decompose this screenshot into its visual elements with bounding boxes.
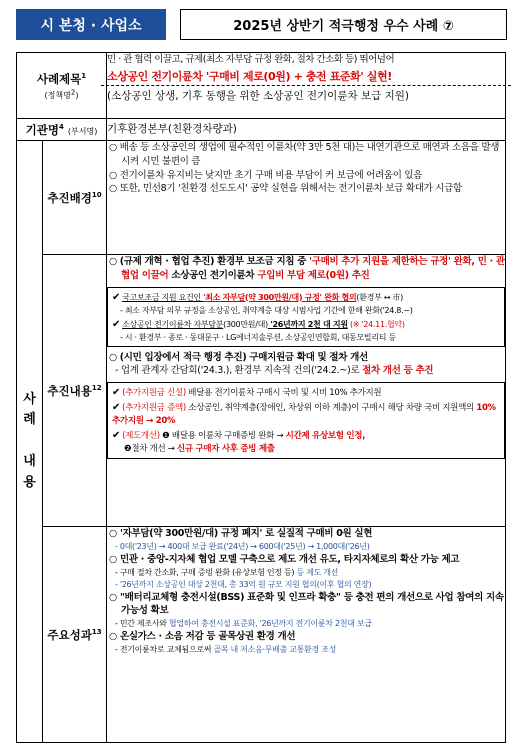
title-subtitle: (소상공인 상생, 기후 동행을 위한 소상공인 전기이륜차 보급 지원) (101, 85, 511, 104)
check-mark-icon: ✔ (112, 429, 121, 441)
check-mark-icon: ✔ (112, 402, 121, 414)
results-label: 주요성과$^{13}$ (43, 527, 107, 743)
hollow-circle-bullet-icon: ○ (109, 553, 120, 565)
case-title-label: 사례제목$^1$ (정책명2) (17, 53, 107, 119)
hollow-circle-bullet-icon: ○ (109, 631, 120, 643)
content-box-2: ✔ (추가지원금 신설) 배달용 전기이륜차 구매시 국비 및 시비 10% 추가지원 ✔ (추가지원금 증액) 소상공인, 취약계층(장애인, 차상위 이하 계층)이 구매시 해당 차량 국비 지원액의 10% 추가지원 → 20% ✔ (제도개선) ❶ 배달용 이륜차 구매증빙 완화 → 시간제 유상보험 인정, ❷절차 개선 → 신규 구매자 사후 증빙 제출 (107, 382, 505, 459)
hollow-circle-bullet-icon: ○ (109, 169, 120, 181)
content-point-1: ○ (규제 개혁 · 협업 추진) 환경부 보조금 지침 중 '구매비 추가 지원을 제한하는 규정' 완화, 민 · 관 협업 이끌어 소상공인 전기이륜차 구입비 부담 제로(0원) 추진 (109, 256, 505, 281)
content-box-1: ✔ 국고보조금 지원 요건인 '최소 자부담(약 300만원/대) 규정' 완화 협의(환경부 ↔ 市) - 최소 자부담 의무 규정을 소상공인, 취약계층 대상 시범사업 기간에 한해 완화('24.8.~) ✔ 소상공인 전기이륜차 자부담분(300만원/대) '26년까지 2천 대 지원 (※ '24.11.협약) - 시 · 환경부 · 종로 · 동대문구 · LG에너지솔루션, 소상공인연합회, 대동모빌리티 등 (107, 287, 505, 347)
org-label: 기관명$^4$ (부서명) (17, 119, 107, 141)
org-value: 기후환경본부(친환경차량과) (107, 119, 506, 141)
background-label: 추진배경$^{10}$ (43, 141, 107, 255)
results-value: ○ '자부담(약 300만원/대) 규정 폐지' 로 실질적 구매비 0원 실현 - 0대('23년) → 400대 보급 완료('24년) → 600대('25년) → 1,000대('26년) ○ 민관 · 중앙-지자체 협업 모델 구축으로 제도 개선 유도, 타지자체로의 확산 가능 제고 - 구매 절차 간소화, 구매 증빙 완화 (유상보험 인정 등) 등 제도 개선 - '26년까지 소상공인 대상 2천대, 총 33억 원 규모 지원 협의(이후 협의 연장) ○ "배터리교체형 충전시설(BSS) 표준화 및 인프라 확충" 등 충전 편의 개선으로 사업 참여의 지속가능성 확보 - 민간 제조사와 협업하여 충전시설 표준화, '26년까지 전기이륜차 2천대 보급 ○ 온실가스 · 소음 저감 등 골목상권 환경 개선 - 전기이륜차로 교체됨으로써 골목 내 저소음·무배출 교통환경 조성 (107, 527, 506, 743)
case-content-vertical-label: 사 례 내 용 (17, 141, 43, 743)
hollow-circle-bullet-icon: ○ (109, 256, 120, 267)
check-mark-icon: ✔ (112, 318, 121, 330)
case-title-value (107, 53, 506, 119)
title-line-1: 민 · 관 협력 이끌고, 규제(최소 자부담 규정 완화, 절차 간소화 등) 뛰어넘어 (107, 54, 395, 65)
background-value: ○ 배송 등 소상공인의 생업에 필수적인 이륜차(약 3만 5천 대)는 내연기관으로 매연과 소음을 발생시켜 시민 불편이 큼 ○ 전기이륜차 유지비는 낮지만 초기 구매 비용 부담이 커 보급에 어려움이 있음 ○ 또한, 민선8기 '친환경 선도도시' 공약 실현을 위해서는 전기이륜차 보급 확대가 시급함 (107, 141, 506, 255)
hollow-circle-bullet-icon: ○ (109, 528, 120, 539)
section-badge: 시 본청 · 사업소 (16, 9, 166, 40)
case-table (16, 52, 506, 743)
hollow-circle-bullet-icon: ○ (109, 591, 120, 603)
check-mark-icon: ✔ (112, 291, 121, 303)
hollow-circle-bullet-icon: ○ (109, 183, 120, 195)
hollow-circle-bullet-icon: ○ (109, 142, 120, 153)
check-mark-icon: ✔ (112, 387, 121, 399)
page-title: 2025년 상반기 적극행정 우수 사례 ⑦ (180, 9, 507, 40)
hollow-circle-bullet-icon: ○ (109, 351, 120, 363)
content-label: 추진내용$^{12}$ (43, 255, 107, 527)
title-line-2: 소상공인 전기이륜차 '구매비 제로(0원) + 충전 표준화' 실현! (107, 69, 392, 83)
content-point-2: ○ (시민 입장에서 적극 행정 추진) 구매지원금 확대 및 절차 개선 (109, 351, 368, 363)
content-value: ○ (규제 개혁 · 협업 추진) 환경부 보조금 지침 중 '구매비 추가 지원을 제한하는 규정' 완화, 민 · 관 협업 이끌어 소상공인 전기이륜차 구입비 부담 제로(0원) 추진 ✔ 국고보조금 지원 요건인 '최소 자부담(약 300만원/대) 규정' 완화 협의(환경부 ↔ 市) - 최소 자부담 의무 규정을 소상공인, 취약계층 대상 시범사업 기간에 한해 완화('24.8.~) ✔ 소상공인 전기이륜차 자부담분(300만원/대) '26년까지 2천 대 지원 (※ '24.11.협약) - 시 · 환경부 · 종로 · 동대문구 · LG에너지솔루션, 소상공인연합회, 대동모빌리티 등 ○ (시민 입장에서 적극 행정 추진) 구매지원금 확대 및 절차 개선 - 업계 관계자 간담회('24.3.), 환경부 지속적 건의('24.2.~)로 절차 개선 등 추진 ✔ (추가지원금 신설) 배달용 전기이륜차 구매시 국비 및 시비 10% 추가지원 ✔ (추가지원금 증액) 소상공인, 취약계층(장애인, 차상위 이하 계층)이 구매시 해당 차량 국비 지원액의 10% 추가지원 → 20% ✔ (제도개선) ❶ 배달용 이륜차 구매증빙 완화 → 시간제 유상보험 인정, ❷절차 개선 → 신규 구매자 사후 증빙 제출 (107, 255, 506, 527)
